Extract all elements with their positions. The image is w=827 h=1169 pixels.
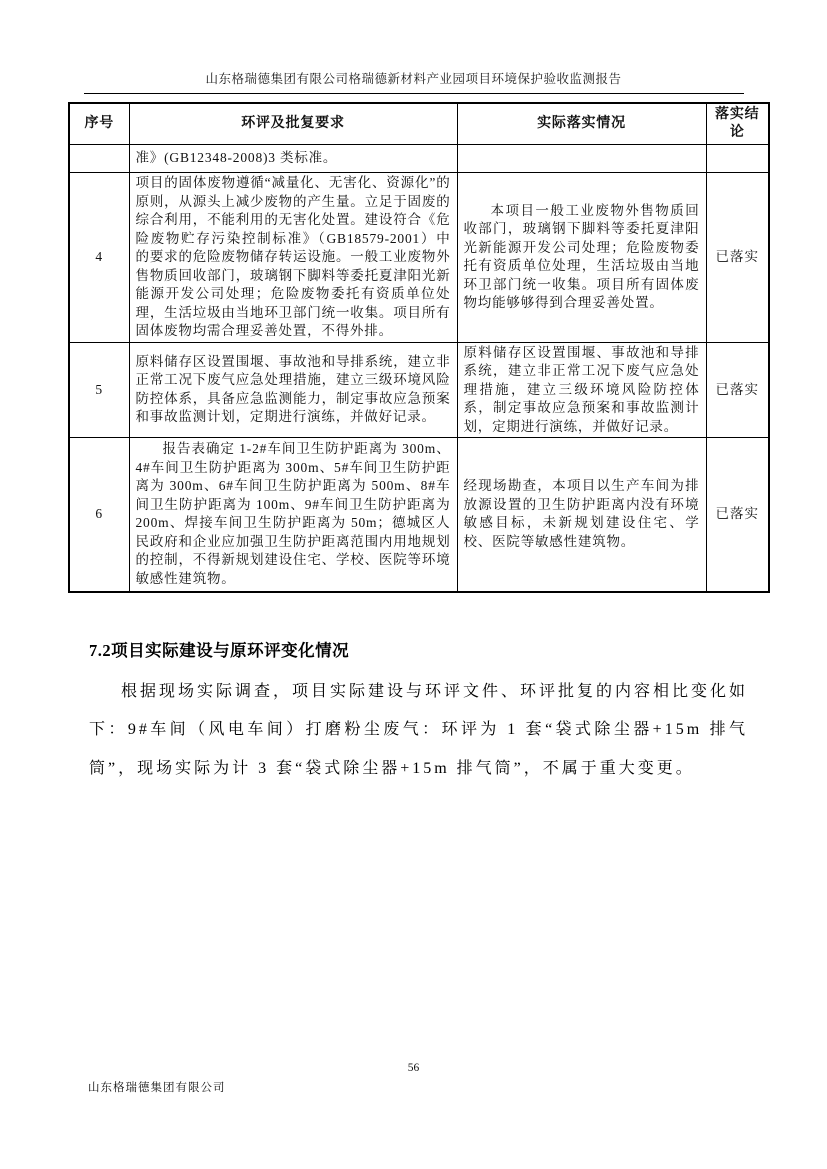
cell-requirement: 项目的固体废物遵循“减量化、无害化、资源化”的原则，从源头上减少废物的产生量。立足于固废的综合利用，不能利用的无害化处置。建设符合《危险废物贮存污染控制标准》（GB18579-2001）中的要求的危险废物储存转运设施。一般工业废物外售物质回收部门，玻璃钢下脚料等委托夏津阳光新能源开发公司处理；危险废物委托有资质单位处理，生活垃圾由当地环卫部门统一收集。项目所有固体废物均需合理妥善处置，不得外排。 xyxy=(129,173,457,343)
page-header-rule xyxy=(84,93,744,94)
review-table xyxy=(68,102,770,593)
table-row-5 xyxy=(69,342,769,438)
table-row-continuation xyxy=(69,145,769,173)
col-header-conclusion: 落实结论 xyxy=(706,103,769,145)
col-header-requirement: 环评及批复要求 xyxy=(129,103,457,145)
cell-implementation: 本项目一般工业废物外售物质回收部门，玻璃钢下脚料等委托夏津阳光新能源开发公司处理；危险废物委托有资质单位处理，生活垃圾由当地环卫部门统一收集。项目所有固体废物均能够够得到合理妥善处置。 xyxy=(457,173,706,343)
cell-requirement: 准》(GB12348-2008)3 类标准。 xyxy=(129,145,457,173)
cell-conclusion xyxy=(706,145,769,173)
section-paragraph: 根据现场实际调查，项目实际建设与环评文件、环评批复的内容相比变化如下：9#车间（风电车间）打磨粉尘废气：环评为 1 套“袋式除尘器+15m 排气筒”，现场实际为计 3 套“袋式除尘器+15m 排气筒”，不属于重大变更。 xyxy=(89,682,749,777)
page-number: 56 xyxy=(407,1062,420,1074)
cell-conclusion: 已落实 xyxy=(706,342,769,438)
table-row-6 xyxy=(69,438,769,592)
col-header-implementation: 实际落实情况 xyxy=(457,103,706,145)
cell-index: 5 xyxy=(69,342,129,438)
cell-implementation: 原料储存区设置围堰、事故池和导排系统，建立非正常工况下废气应急处理措施，建立三级环境风险防控体系，制定事故应急预案和事故监测计划，定期进行演练，并做好记录。 xyxy=(457,342,706,438)
table-header-row xyxy=(69,103,769,145)
footer-company: 山东格瑞德集团有限公司 xyxy=(88,1082,226,1094)
cell-implementation: 经现场勘查，本项目以生产车间为排放源设置的卫生防护距离内没有环境敏感目标，未新规划建设住宅、学校、医院等敏感性建筑物。 xyxy=(457,438,706,592)
cell-requirement: 原料储存区设置围堰、事故池和导排系统，建立非正常工况下废气应急处理措施，建立三级环境风险防控体系，具备应急监测能力，制定事故应急预案和事故监测计划，定期进行演练，并做好记录。 xyxy=(129,342,457,438)
cell-index xyxy=(69,145,129,173)
cell-conclusion: 已落实 xyxy=(706,438,769,592)
cell-implementation xyxy=(457,145,706,173)
section-heading: 7.2项目实际建设与原环评变化情况 xyxy=(89,640,350,660)
page-header-title: 山东格瑞德集团有限公司格瑞德新材料产业园项目环境保护验收监测报告 xyxy=(205,72,622,86)
col-header-index: 序号 xyxy=(69,103,129,145)
table-row-4 xyxy=(69,173,769,343)
cell-index: 4 xyxy=(69,173,129,343)
cell-index: 6 xyxy=(69,438,129,592)
cell-conclusion: 已落实 xyxy=(706,173,769,343)
cell-requirement: 报告表确定 1-2#车间卫生防护距离为 300m、4#车间卫生防护距离为 300m、5#车间卫生防护距离为 300m、6#车间卫生防护距离为 500m、8#车间卫生防护距离为 100m、9#车间卫生防护距离为 200m、焊接车间卫生防护距离为 50m；德城区人民政府和企业应加强卫生防护距离范围内用地规划的控制，不得新规划建设住宅、学校、医院等环境敏感性建筑物。 xyxy=(129,438,457,592)
